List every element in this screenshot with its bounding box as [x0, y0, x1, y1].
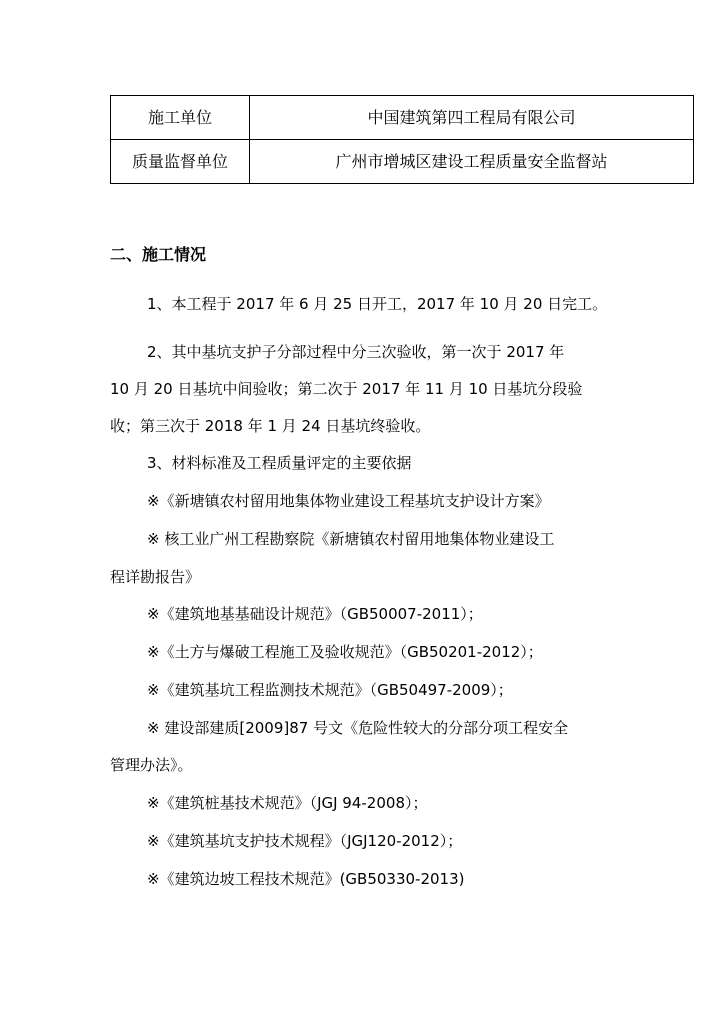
- supervision-unit-value: 广州市增城区建设工程质量安全监督站: [250, 140, 694, 184]
- reference-item: ※《建筑地基基础设计规范》（GB50007-2011）；: [147, 605, 483, 623]
- table-row: [111, 140, 694, 184]
- paragraph-line: 2、其中基坑支护子分部过程中分三次验收，第一次于 2017 年: [147, 343, 565, 361]
- construction-unit-label: 施工单位: [111, 96, 250, 140]
- paragraph-line: 收；第三次于 2018 年 1 月 24 日基坑终验收。: [110, 417, 431, 435]
- reference-item: ※ 建设部建质[2009]87 号文《危险性较大的分部分项工程安全: [147, 719, 569, 737]
- supervision-unit-label: 质量监督单位: [111, 140, 250, 184]
- paragraph-line: 10 月 20 日基坑中间验收；第二次于 2017 年 11 月 10 日基坑分段验: [110, 380, 583, 398]
- reference-item: ※《土方与爆破工程施工及验收规范》（GB50201-2012）；: [147, 643, 543, 661]
- reference-item: ※《建筑基坑支护技术规程》（JGJ120-2012）；: [147, 832, 463, 850]
- table-row: [111, 96, 694, 140]
- reference-item: ※《建筑桩基技术规范》（JGJ 94-2008）；: [147, 794, 428, 812]
- reference-item-continued: 管理办法》。: [110, 756, 193, 774]
- reference-item: ※《新塘镇农村留用地集体物业建设工程基坑支护设计方案》: [147, 492, 550, 510]
- reference-item: ※《建筑基坑工程监测技术规范》（GB50497-2009）；: [147, 681, 513, 699]
- paragraph-line: 1、本工程于 2017 年 6 月 25 日开工，2017 年 10 月 20 日完工。: [147, 295, 608, 313]
- paragraph-line: 3、材料标准及工程质量评定的主要依据: [147, 454, 412, 472]
- reference-item: ※《建筑边坡工程技术规范》(GB50330-2013): [147, 870, 465, 888]
- unit-info-table: [110, 95, 694, 184]
- construction-unit-value: 中国建筑第四工程局有限公司: [250, 96, 694, 140]
- reference-item-continued: 程详勘报告》: [110, 568, 201, 586]
- section-heading: 二、施工情况: [110, 245, 207, 264]
- reference-item: ※ 核工业广州工程勘察院《新塘镇农村留用地集体物业建设工: [147, 530, 555, 548]
